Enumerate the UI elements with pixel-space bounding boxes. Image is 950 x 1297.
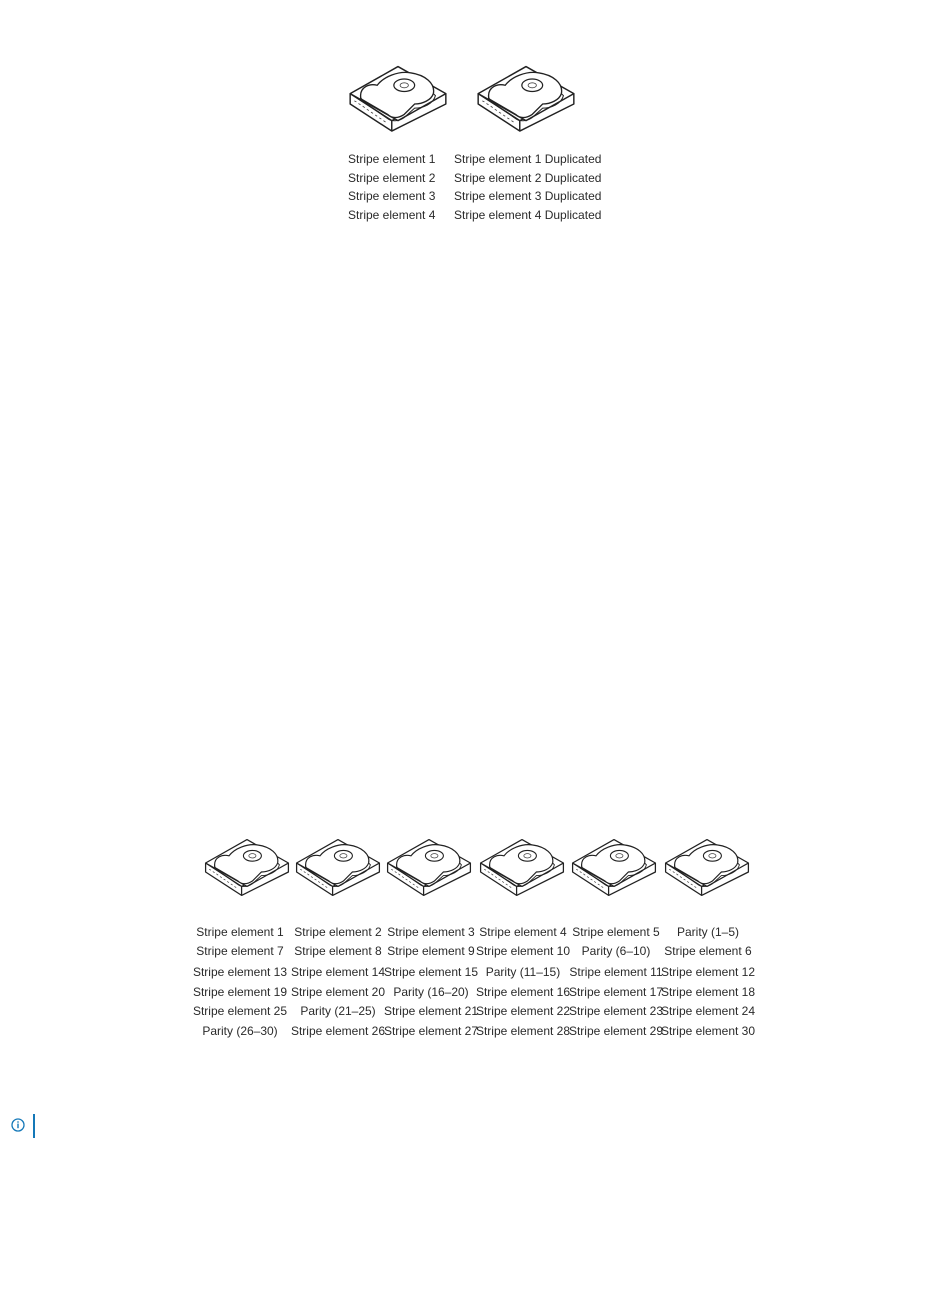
raid5-item: Stripe element 10	[475, 944, 571, 958]
raid1-disk-2-elements	[454, 150, 601, 225]
raid1-left-item: Stripe element 2	[348, 170, 436, 185]
raid5-item: Stripe element 17	[568, 985, 664, 999]
raid5-disk-5-icon	[569, 830, 659, 914]
raid5-item: Stripe element 28	[475, 1024, 571, 1038]
raid5-item: Stripe element 15	[383, 965, 479, 979]
raid5-item: Stripe element 20	[290, 985, 386, 999]
raid1-disk-1-icon	[346, 62, 450, 146]
raid1-right-item: Stripe element 2 Duplicated	[454, 170, 602, 185]
raid5-item: Stripe element 16	[475, 985, 571, 999]
raid5-item: Stripe element 14	[290, 965, 386, 979]
raid5-item: Stripe element 2	[294, 925, 382, 939]
raid5-item: Stripe element 21	[383, 1004, 479, 1018]
raid5-item: Stripe element 24	[660, 1004, 756, 1018]
raid5-item: Stripe element 26	[290, 1024, 386, 1038]
raid5-item: Stripe element 25	[192, 1004, 288, 1018]
raid1-right-item: Stripe element 1 Duplicated	[454, 152, 602, 166]
raid5-item: Parity (26–30)	[202, 1024, 278, 1038]
raid5-item: Stripe element 8	[294, 944, 382, 958]
raid5-item: Stripe element 13	[192, 965, 288, 979]
raid5-item: Parity (16–20)	[393, 985, 469, 999]
raid5-item: Stripe element 12	[660, 965, 756, 979]
raid1-right-item: Stripe element 3 Duplicated	[454, 189, 602, 204]
raid5-item: Stripe element 22	[475, 1004, 571, 1018]
raid5-item: Parity (6–10)	[581, 944, 651, 958]
raid5-item: Stripe element 4	[479, 925, 567, 939]
raid5-disk-3-icon	[384, 830, 474, 914]
raid5-item: Stripe element 9	[387, 944, 475, 958]
raid5-item: Stripe element 19	[192, 985, 288, 999]
raid5-item: Parity (21–25)	[300, 1004, 376, 1018]
raid5-item: Stripe element 7	[196, 944, 284, 958]
raid1-disk-1-elements	[348, 150, 435, 225]
raid1-left-item: Stripe element 3	[348, 189, 436, 204]
raid1-right-item: Stripe element 4 Duplicated	[454, 208, 602, 223]
raid5-item: Stripe element 1	[196, 925, 284, 939]
raid5-item: Stripe element 23	[568, 1004, 664, 1018]
raid5-item: Stripe element 30	[660, 1024, 756, 1038]
raid5-item: Stripe element 29	[568, 1024, 664, 1038]
raid1-left-item: Stripe element 1	[348, 152, 436, 166]
raid1-left-item: Stripe element 4	[348, 208, 436, 223]
raid5-disk-4-icon	[477, 830, 567, 914]
raid5-item: Stripe element 3	[387, 925, 475, 939]
raid5-item: Parity (1–5)	[676, 925, 740, 939]
raid5-disk-1-icon	[202, 830, 292, 914]
raid5-item: Stripe element 5	[572, 925, 660, 939]
raid1-disk-2-icon	[474, 62, 578, 146]
raid5-item: Stripe element 11	[569, 965, 663, 979]
note-divider	[33, 1114, 35, 1138]
raid5-item: Stripe element 18	[660, 985, 756, 999]
raid5-item: Stripe element 6	[664, 944, 752, 958]
raid5-item: Stripe element 27	[383, 1024, 479, 1038]
info-icon	[11, 1118, 25, 1132]
raid5-disk-6-icon	[662, 830, 752, 914]
raid5-disk-2-icon	[293, 830, 383, 914]
raid5-item: Parity (11–15)	[485, 965, 561, 979]
